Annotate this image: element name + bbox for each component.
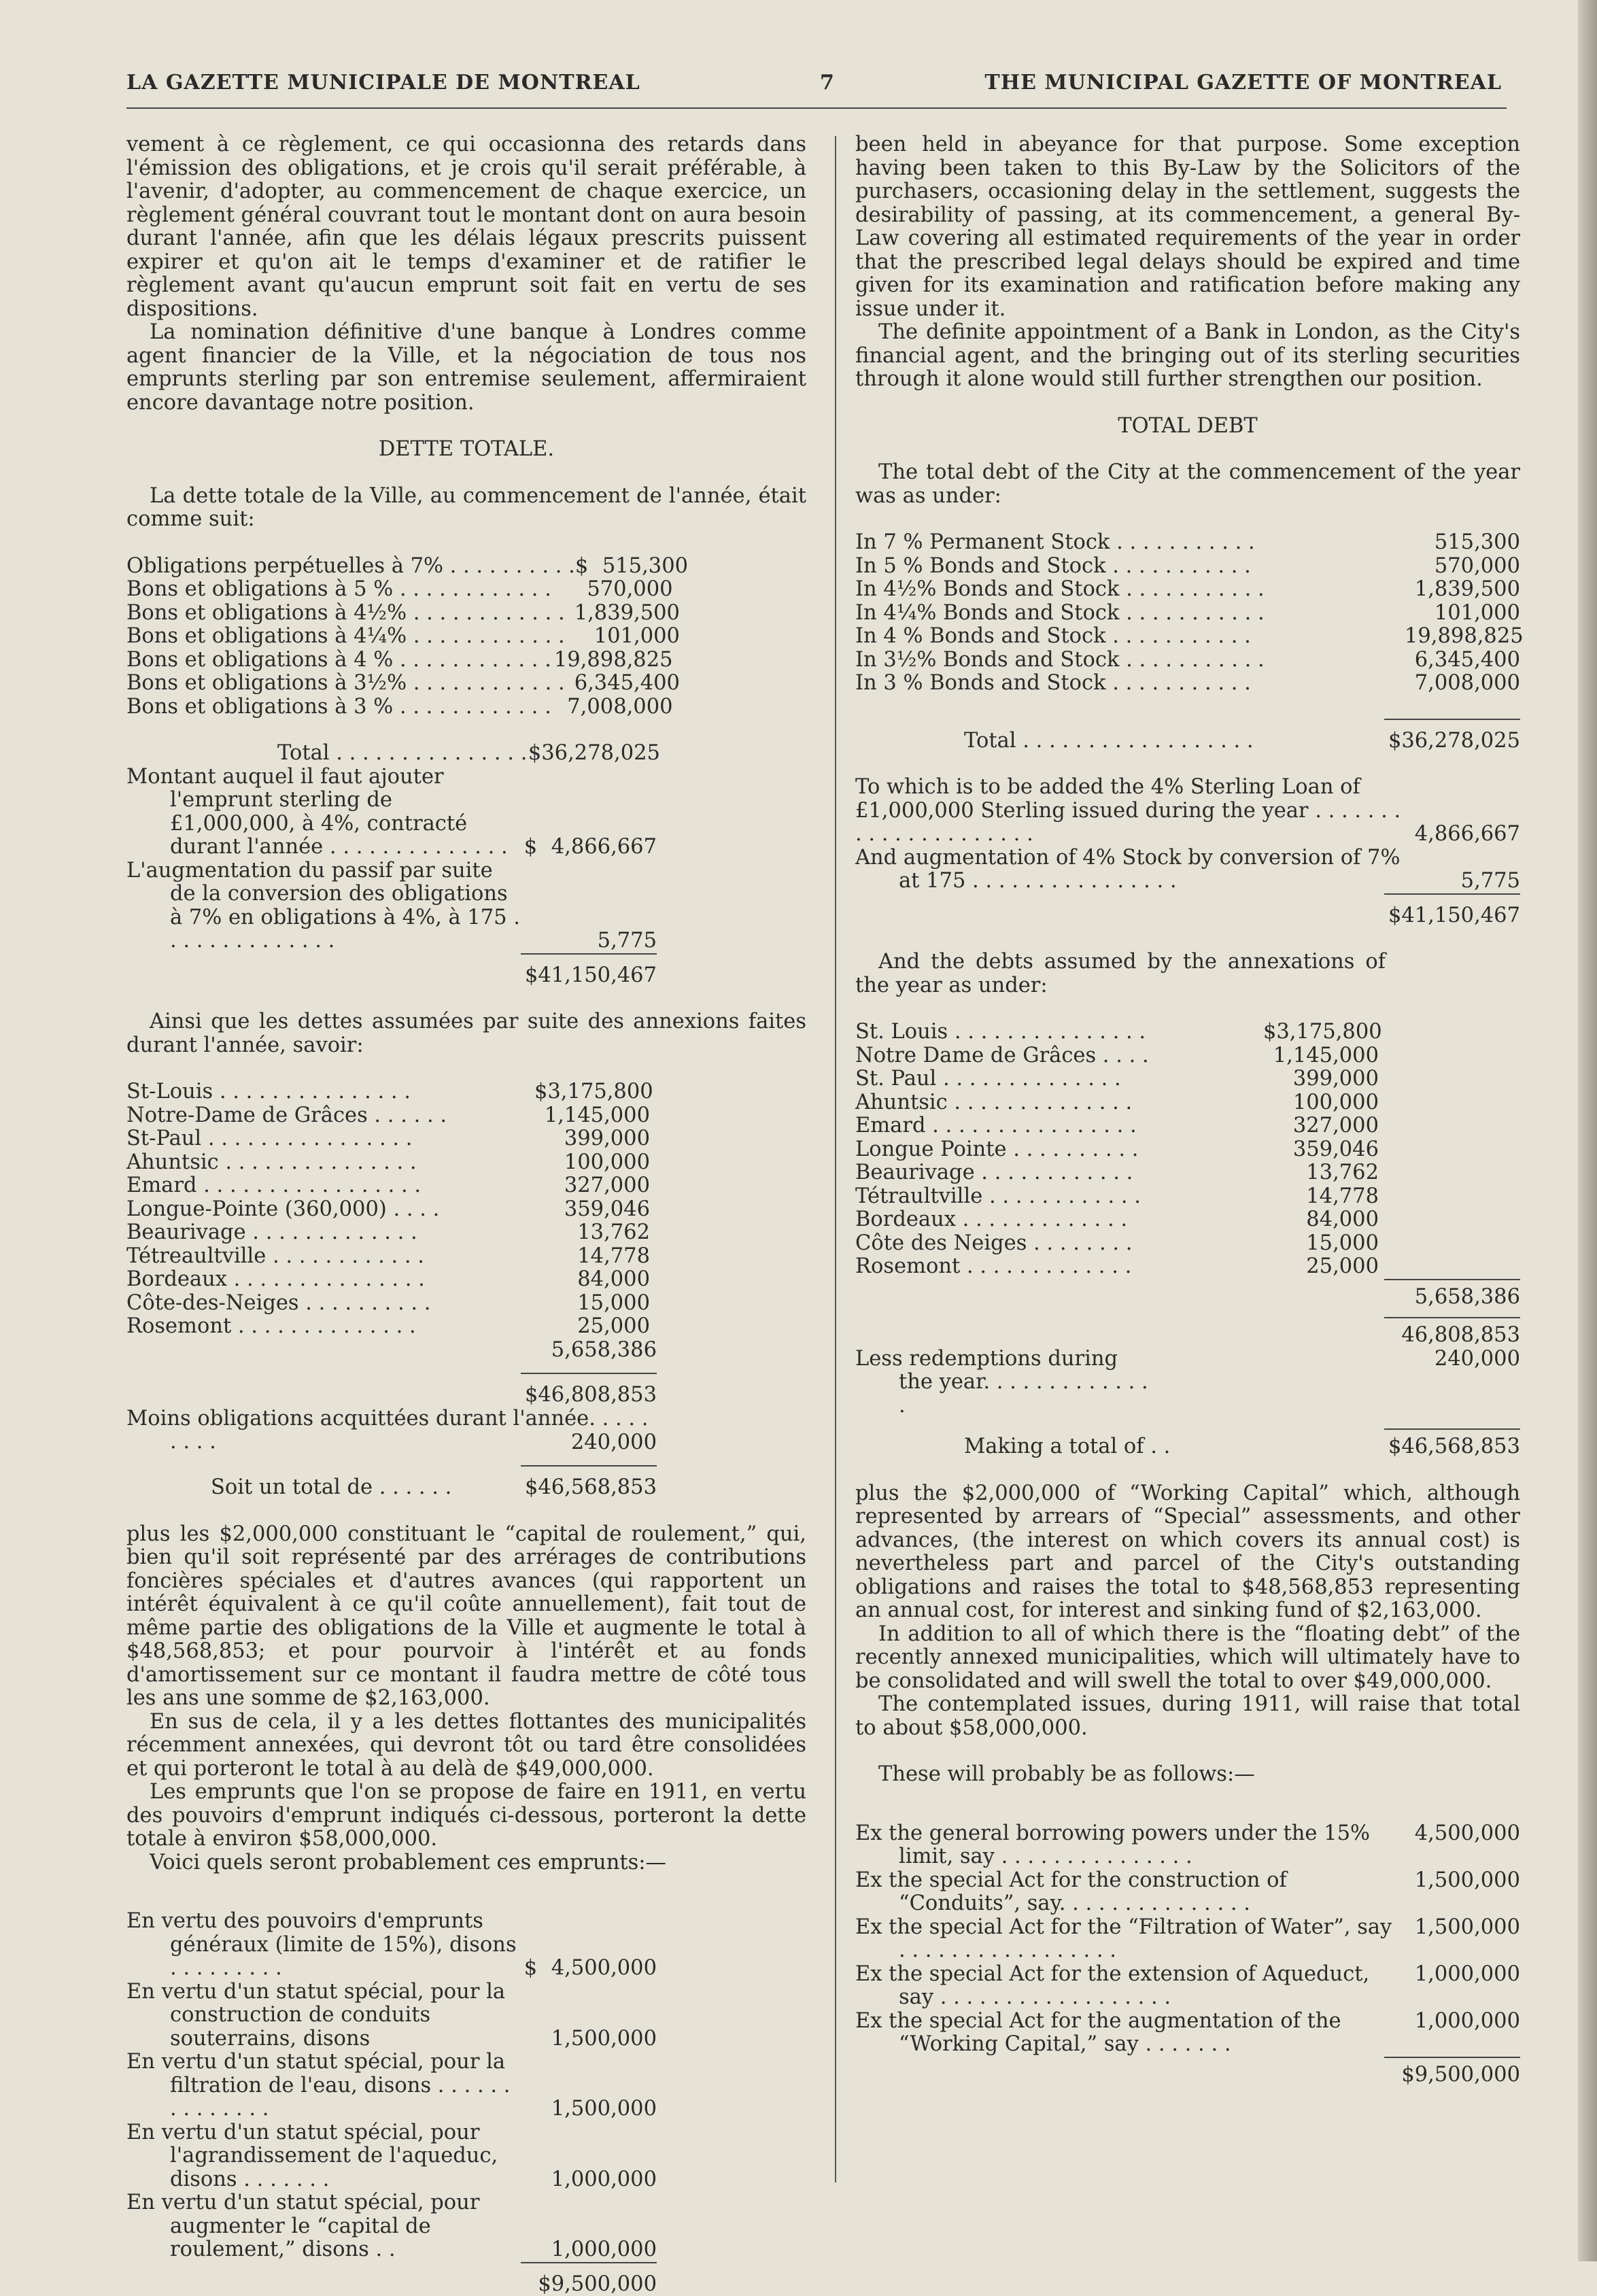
conversion-label: And augmentation of 4% Stock by conversion of 7% at 175 . . . . . . . . . . . . . . . . xyxy=(855,846,1405,893)
debt-value: 7,008,000 xyxy=(551,696,673,719)
debt-value: 1,839,500 xyxy=(1405,578,1520,602)
annex-value: 1,145,000 xyxy=(1263,1044,1379,1068)
table-row xyxy=(855,1869,1520,1916)
table-row xyxy=(126,2191,806,2262)
subtotal-value: 46,808,853 xyxy=(1384,1317,1520,1348)
loan-label: Ex the general borrowing powers under the 15% limit, say . . . . . . . . . . . . . . . xyxy=(855,1822,1405,1869)
fr-loans-paragraph: Les emprunts que l'on se propose de faire en 1911, en vertu des pouvoirs d'emprunt indiqués ci-dessous, porteront la dette totale à environ $58,000,000. xyxy=(126,1781,806,1851)
table-row xyxy=(126,2121,806,2192)
annex-total-value: 5,658,386 xyxy=(521,1339,657,1363)
annex-value: 399,000 xyxy=(534,1127,650,1151)
annex-label: Rosemont . . . . . . . . . . . . . . xyxy=(126,1315,534,1339)
annex-label: Ahuntsic . . . . . . . . . . . . . . xyxy=(855,1091,1263,1115)
fr-sterling-row xyxy=(126,766,806,859)
table-row xyxy=(126,696,806,719)
table-row xyxy=(855,1208,1379,1232)
en-floating-debt-paragraph: In addition to all of which there is the “floating debt” of the recently annexed municipalities, which will ultimately have to be consolidated and will swell the total to over $49,000,000. xyxy=(855,1623,1520,1694)
table-row xyxy=(855,1021,1379,1044)
table-row xyxy=(126,1080,650,1104)
annex-value: 84,000 xyxy=(534,1268,650,1292)
en-total-row xyxy=(855,719,1520,753)
en-loans-table xyxy=(855,1822,1520,2057)
table-row xyxy=(855,1114,1379,1138)
header-french-title: LA GAZETTE MUNICIPALE DE MONTREAL xyxy=(126,71,640,95)
annex-value: 1,145,000 xyxy=(534,1104,650,1128)
table-row xyxy=(855,672,1520,696)
annex-value: 359,046 xyxy=(534,1198,650,1222)
annex-value: 15,000 xyxy=(1263,1232,1379,1256)
fr-subtotal1-row xyxy=(126,953,806,988)
table-row xyxy=(855,602,1520,626)
table-row xyxy=(126,578,806,602)
loan-value: 1,000,000 xyxy=(521,2168,657,2192)
debt-label: In 4½% Bonds and Stock . . . . . . . . . . . xyxy=(855,578,1405,602)
en-subtotal2-row xyxy=(855,1317,1520,1348)
loan-value: 4,500,000 xyxy=(1405,1822,1520,1846)
debt-label: Bons et obligations à 5 % . . . . . . . . . . . . xyxy=(126,578,551,602)
annex-label: Beaurivage . . . . . . . . . . . . . xyxy=(126,1221,534,1245)
en-grand-total-row xyxy=(855,1428,1520,1459)
header-rule xyxy=(126,107,1507,109)
conversion-label: L'augmentation du passif par suite de la conversion des obligations à 7% en obligations à 4%, à 175 . . . . . . . . . . . . . . xyxy=(126,859,521,953)
table-row xyxy=(126,1127,650,1151)
loan-value: 1,500,000 xyxy=(521,2097,657,2121)
conversion-value: 5,775 xyxy=(1405,870,1520,893)
annex-value: $3,175,800 xyxy=(1263,1021,1379,1044)
en-debt-intro: The total debt of the City at the commencement of the year was as under: xyxy=(855,461,1520,508)
annex-value: $3,175,800 xyxy=(534,1080,650,1104)
column-divider xyxy=(835,136,836,2182)
table-row xyxy=(855,1067,1379,1091)
english-column xyxy=(855,133,1520,2087)
table-row xyxy=(855,1255,1379,1279)
debt-label: In 3 % Bonds and Stock . . . . . . . . . . . xyxy=(855,672,1405,696)
loan-value: 1,000,000 xyxy=(1405,2010,1520,2034)
table-row xyxy=(126,1910,806,1981)
annex-label: Bordeaux . . . . . . . . . . . . . xyxy=(855,1208,1263,1232)
table-row xyxy=(855,2010,1520,2057)
debt-value: 7,008,000 xyxy=(1405,672,1520,696)
fr-conversion-row xyxy=(126,859,806,953)
table-row xyxy=(126,1315,650,1339)
debt-label: Bons et obligations à 4 % . . . . . . . . . . . . xyxy=(126,649,551,672)
en-working-capital-paragraph: plus the $2,000,000 of “Working Capital” which, although represented by arrears of “Special” assessments, and other advances, (the interest on which covers its annual cost) is nevertheless part and parcel of the City's outstanding obligations and raises the total to $48,568,853 representing an annual cost, for interest and sinking fund of $2,163,000. xyxy=(855,1482,1520,1623)
annex-value: 13,762 xyxy=(1263,1161,1379,1185)
annex-value: 14,778 xyxy=(1263,1185,1379,1209)
fr-loans-intro: Voici quels seront probablement ces emprunts:— xyxy=(126,1851,806,1875)
table-row xyxy=(126,1221,650,1245)
debt-label: In 3½% Bonds and Stock . . . . . . . . . . . xyxy=(855,649,1405,672)
table-row xyxy=(126,1151,650,1175)
table-row xyxy=(855,1044,1379,1068)
table-row xyxy=(855,625,1520,649)
table-row xyxy=(126,602,806,626)
debt-value: 6,345,400 xyxy=(565,672,680,696)
sterling-label: Montant auquel il faut ajouter l'emprunt sterling de £1,000,000, à 4%, contracté durant l'année . . . . . . . . . . . . . . xyxy=(126,766,521,859)
fr-annex-intro: Ainsi que les dettes assumées par suite des annexions faites durant l'année, savoir: xyxy=(126,1010,806,1057)
fr-intro-paragraph: vement à ce règlement, ce qui occasionna des retards dans l'émission des obligations, et je crois qu'il serait préférable, à l'avenir, d'adopter, au commencement de chaque exercice, un règlement général couvrant tout le montant dont on aura besoin durant l'année, afin que les délais légaux prescrits puissent expirer et qu'on ait le temps d'examiner et de ratifier le règlement avant qu'aucun emprunt soit fait en vertu de ses dispositions. xyxy=(126,133,806,321)
table-row xyxy=(855,1091,1379,1115)
table-row xyxy=(126,1174,650,1198)
debt-value: 6,345,400 xyxy=(1405,649,1520,672)
loan-label: En vertu des pouvoirs d'emprunts généraux (limite de 15%), disons . . . . . . . . . xyxy=(126,1910,521,1981)
loan-value: 1,000,000 xyxy=(521,2238,657,2262)
loan-value: 1,500,000 xyxy=(521,2027,657,2051)
annex-value: 84,000 xyxy=(1263,1208,1379,1232)
debt-value: 19,898,825 xyxy=(1405,625,1520,649)
debt-label: In 4 % Bonds and Stock . . . . . . . . . . . xyxy=(855,625,1405,649)
annex-value: 100,000 xyxy=(1263,1091,1379,1115)
en-redemption-row xyxy=(855,1348,1520,1418)
table-row xyxy=(126,1292,650,1316)
annex-value: 25,000 xyxy=(534,1315,650,1339)
en-loan-total-row xyxy=(855,2057,1520,2087)
en-loans-paragraph: The contemplated issues, during 1911, will raise that total to about $58,000,000. xyxy=(855,1693,1520,1740)
table-row xyxy=(855,1138,1379,1162)
annex-label: St. Louis . . . . . . . . . . . . . . . xyxy=(855,1021,1263,1044)
annex-label: Tétraultville . . . . . . . . . . . . xyxy=(855,1185,1263,1209)
fr-loan-total-row xyxy=(126,2262,806,2296)
en-subtotal1-row xyxy=(855,893,1520,928)
annex-label: St-Louis . . . . . . . . . . . . . . . xyxy=(126,1080,534,1104)
fr-debt-table xyxy=(126,555,806,719)
grand-total-value: $46,568,853 xyxy=(1384,1428,1520,1459)
en-conversion-row xyxy=(855,846,1520,893)
table-row xyxy=(855,578,1520,602)
table-row xyxy=(126,1268,650,1292)
fr-annex-total-row xyxy=(126,1339,806,1363)
loan-value: 1,500,000 xyxy=(1405,1916,1520,1940)
table-row xyxy=(126,1104,650,1128)
french-column xyxy=(126,133,806,2296)
table-row xyxy=(126,1198,650,1222)
fr-subtotal2-row xyxy=(126,1373,806,1407)
annex-value: 359,046 xyxy=(1263,1138,1379,1162)
debt-label: Bons et obligations à 4¼% . . . . . . . . . . . . xyxy=(126,625,565,649)
annex-value: 399,000 xyxy=(1263,1067,1379,1091)
table-row xyxy=(855,1232,1379,1256)
loan-label: Ex the special Act for the “Filtration of Water”, say . . . . . . . . . . . . . . . . . xyxy=(855,1916,1405,1963)
fr-total-debt-heading: DETTE TOTALE. xyxy=(126,438,806,462)
annex-total-value: 5,658,386 xyxy=(1384,1279,1520,1309)
total-label: Total . . . . . . . . . . . . . . . . . . xyxy=(855,730,1384,753)
debt-label: In 7 % Permanent Stock . . . . . . . . . . . xyxy=(855,531,1405,555)
debt-label: Obligations perpétuelles à 7% . . . . . . . . . . xyxy=(126,555,575,579)
en-bank-paragraph: The definite appointment of a Bank in London, as the City's financial agent, and the bringing out of its sterling securities through it alone would still further strengthen our position. xyxy=(855,321,1520,392)
debt-value: 19,898,825 xyxy=(551,649,673,672)
en-annex-intro: And the debts assumed by the annexations of the year as under: xyxy=(855,950,1386,997)
loan-label: En vertu d'un statut spécial, pour la filtration de l'eau, disons . . . . . . . . . . . . . . xyxy=(126,2051,521,2121)
en-annex-total-row xyxy=(855,1279,1520,1309)
header-english-title: THE MUNICIPAL GAZETTE OF MONTREAL xyxy=(984,71,1502,95)
annex-label: Bordeaux . . . . . . . . . . . . . . . xyxy=(126,1268,534,1292)
annex-value: 13,762 xyxy=(534,1221,650,1245)
fr-grand-total-row xyxy=(126,1465,806,1500)
debt-value: 101,000 xyxy=(1405,602,1520,626)
annex-label: Tétreaultville . . . . . . . . . . . . xyxy=(126,1245,534,1269)
loan-value: 1,500,000 xyxy=(1405,1869,1520,1893)
en-intro-paragraph: been held in abeyance for that purpose. Some exception having been taken to this By-Law by the Solicitors of the purchasers, occasioning delay in the settlement, suggests the desirability of passing, at its commencement, a general By-Law covering all estimated requirements of the year in order that the prescribed legal delays should be expired and time given for its examination and ratification before making any issue under it. xyxy=(855,133,1520,321)
page-edge-shadow xyxy=(1578,0,1597,2261)
subtotal-value: $46,808,853 xyxy=(521,1373,657,1407)
annex-label: Longue-Pointe (360,000) . . . . xyxy=(126,1198,534,1222)
sterling-value: $ 4,866,667 xyxy=(521,836,657,859)
sterling-label: To which is to be added the 4% Sterling Loan of £1,000,000 Sterling issued during the year . . . . . . . . . . . . . . . . . . . . . xyxy=(855,776,1405,846)
page-number: 7 xyxy=(820,71,835,95)
fr-loans-table xyxy=(126,1910,806,2262)
debt-value: 570,000 xyxy=(551,578,673,602)
annex-label: Notre-Dame de Grâces . . . . . . xyxy=(126,1104,534,1128)
table-row xyxy=(126,555,806,579)
redemption-label: Moins obligations acquittées durant l'année. . . . . . . . . xyxy=(126,1407,657,1454)
loan-label: Ex the special Act for the extension of Aqueduct, say . . . . . . . . . . . . . . . . . . xyxy=(855,1963,1405,2010)
en-total-debt-heading: TOTAL DEBT xyxy=(855,415,1520,439)
fr-total-row xyxy=(126,742,806,766)
total-value: $36,278,025 xyxy=(527,742,660,766)
subtotal-value: $41,150,467 xyxy=(521,953,657,988)
annex-label: Côte des Neiges . . . . . . . . xyxy=(855,1232,1263,1256)
annex-value: 327,000 xyxy=(534,1174,650,1198)
loan-label: En vertu d'un statut spécial, pour l'agrandissement de l'aqueduc, disons . . . . . . . xyxy=(126,2121,521,2192)
annex-value: 327,000 xyxy=(1263,1114,1379,1138)
annex-label: Beaurivage . . . . . . . . . . . . xyxy=(855,1161,1263,1185)
grand-total-label: Making a total of . . xyxy=(855,1435,1384,1459)
table-row xyxy=(855,649,1520,672)
grand-total-value: $46,568,853 xyxy=(521,1465,657,1500)
total-value: $36,278,025 xyxy=(1384,719,1520,753)
loan-label: Ex the special Act for the augmentation of the “Working Capital,” say . . . . . . . xyxy=(855,2010,1405,2057)
debt-value: 1,839,500 xyxy=(565,602,680,626)
annex-value: 25,000 xyxy=(1263,1255,1379,1279)
loan-label: En vertu d'un statut spécial, pour augmenter le “capital de roulement,” disons . . xyxy=(126,2191,521,2262)
annex-value: 14,778 xyxy=(534,1245,650,1269)
loan-total-value: $9,500,000 xyxy=(521,2262,657,2296)
table-row xyxy=(126,1245,650,1269)
sterling-value: 4,866,667 xyxy=(1405,823,1520,846)
table-row xyxy=(126,2051,806,2121)
debt-value: $ 515,300 xyxy=(575,555,688,579)
conversion-value: 5,775 xyxy=(521,929,657,953)
annex-label: Notre Dame de Grâces . . . . xyxy=(855,1044,1263,1068)
annex-label: Emard . . . . . . . . . . . . . . . . . xyxy=(126,1174,534,1198)
grand-total-label: Soit un total de . . . . . . xyxy=(126,1476,521,1500)
en-annex-table xyxy=(855,1021,1379,1279)
annex-label: St-Paul . . . . . . . . . . . . . . . . xyxy=(126,1127,534,1151)
loan-value: 1,000,000 xyxy=(1405,1963,1520,1987)
annex-label: Emard . . . . . . . . . . . . . . . . xyxy=(855,1114,1263,1138)
annex-label: Rosemont . . . . . . . . . . . . . xyxy=(855,1255,1263,1279)
loan-total-value: $9,500,000 xyxy=(1384,2057,1520,2087)
debt-value: 101,000 xyxy=(565,625,680,649)
en-loans-intro: These will probably be as follows:— xyxy=(855,1763,1520,1787)
debt-label: In 4¼% Bonds and Stock . . . . . . . . . . . xyxy=(855,602,1405,626)
redemption-value: 240,000 xyxy=(521,1431,657,1455)
table-row xyxy=(855,555,1520,579)
table-row xyxy=(126,649,806,672)
fr-working-capital-paragraph: plus les $2,000,000 constituant le “capital de roulement,” qui, bien qu'il soit représenté par des arrérages de contributions foncières spéciales et d'autres avances (qui rapportent un intérêt équivalent à ce qu'il coûte annuellement), fait tout de même partie des obligations de la Ville et augmente le total à $48,568,853; et pour pourvoir à l'intérêt et au fonds d'amortissement sur ce montant il faudra mettre de côté tous les ans une somme de $2,163,000. xyxy=(126,1523,806,1711)
annex-label: Longue Pointe . . . . . . . . . . xyxy=(855,1138,1263,1162)
table-row xyxy=(855,1161,1379,1185)
table-row xyxy=(126,625,806,649)
debt-label: Bons et obligations à 4½% . . . . . . . . . . . . xyxy=(126,602,565,626)
subtotal-value: $41,150,467 xyxy=(1384,893,1520,928)
debt-label: In 5 % Bonds and Stock . . . . . . . . . . . xyxy=(855,555,1405,579)
table-row xyxy=(126,1981,806,2051)
fr-debt-intro: La dette totale de la Ville, au commencement de l'année, était comme suit: xyxy=(126,485,806,532)
fr-annex-table xyxy=(126,1080,650,1339)
debt-value: 515,300 xyxy=(1405,531,1520,555)
debt-label: Bons et obligations à 3 % . . . . . . . . . . . . xyxy=(126,696,551,719)
fr-floating-debt-paragraph: En sus de cela, il y a les dettes flottantes des municipalités récemment annexées, qui devront tôt ou tard être consolidées et qui porteront le total à au delà de $49,000,000. xyxy=(126,1711,806,1781)
debt-value: 570,000 xyxy=(1405,555,1520,579)
en-sterling-row xyxy=(855,776,1520,846)
annex-label: Côte-des-Neiges . . . . . . . . . . xyxy=(126,1292,534,1316)
loan-value: $ 4,500,000 xyxy=(521,1957,657,1981)
table-row xyxy=(855,1963,1520,2010)
table-row xyxy=(855,531,1520,555)
table-row xyxy=(855,1822,1520,1869)
en-debt-table xyxy=(855,531,1520,696)
annex-label: Ahuntsic . . . . . . . . . . . . . . . xyxy=(126,1151,534,1175)
table-row xyxy=(855,1185,1379,1209)
table-row xyxy=(855,1916,1520,1963)
annex-value: 100,000 xyxy=(534,1151,650,1175)
total-label: Total . . . . . . . . . . . . . . . xyxy=(126,742,527,766)
table-row xyxy=(126,672,806,696)
debt-label: Bons et obligations à 3½% . . . . . . . . . . . . xyxy=(126,672,565,696)
annex-value: 15,000 xyxy=(534,1292,650,1316)
running-header xyxy=(126,71,1502,106)
annex-label: St. Paul . . . . . . . . . . . . . . xyxy=(855,1067,1263,1091)
fr-bank-paragraph: La nomination définitive d'une banque à Londres comme agent financier de la Ville, et la négociation de tous nos emprunts sterling par son entremise seulement, affermiraient encore davantage notre position. xyxy=(126,321,806,415)
loan-label: Ex the special Act for the construction of “Conduits”, say. . . . . . . . . . . . . . . xyxy=(855,1869,1405,1916)
redemption-value: 240,000 xyxy=(1405,1348,1520,1371)
redemption-label: Less redemptions during the year. . . . . . . . . . . . . . xyxy=(855,1348,1152,1418)
loan-label: En vertu d'un statut spécial, pour la construction de conduits souterrains, disons xyxy=(126,1981,521,2051)
